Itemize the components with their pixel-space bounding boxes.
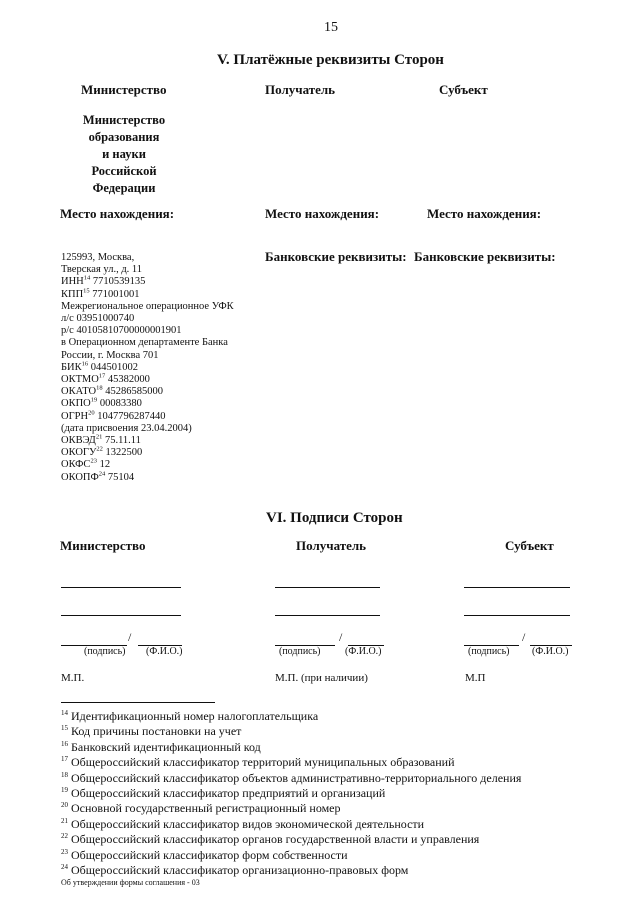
- page-number: 15: [324, 20, 338, 35]
- footnote: $^{16}$ Банковский идентификационный код: [61, 739, 261, 754]
- ministry-name-line: Федерации: [92, 181, 156, 195]
- requisite-line: л/с 03951000740: [61, 313, 135, 325]
- fio-label: (Ф.И.О.): [345, 646, 382, 657]
- slash-separator: /: [128, 630, 132, 644]
- footnote: $^{17}$ Общероссийский классификатор территорий муниципальных образований: [61, 755, 455, 770]
- signature-line: [464, 587, 570, 588]
- requisite-line: ОКАТО$^{18}$ 45286585000: [61, 384, 163, 398]
- requisite-line: ОКФС$^{23}$ 12: [61, 457, 111, 471]
- requisite-line: КПП$^{15}$ 771001001: [61, 287, 140, 300]
- ministry-name-line: и науки: [102, 147, 146, 161]
- requisite-line: ОКПО$^{19}$ 00083380: [61, 396, 142, 410]
- stamp-place-subject: М.П: [465, 672, 486, 684]
- signature-header-recipient: Получатель: [296, 538, 367, 553]
- ministry-location-label: Место нахождения:: [60, 206, 175, 221]
- footer-note: Об утверждении формы соглашения - 03: [61, 878, 200, 887]
- requisite-line: ИНН$^{14}$ 7710539135: [61, 274, 146, 288]
- requisite-line: (дата присвоения 23.04.2004): [61, 422, 192, 434]
- footnote: $^{21}$ Общероссийский классификатор видов экономической деятельности: [61, 816, 425, 831]
- recipient-location-label: Место нахождения:: [265, 206, 380, 221]
- slash-separator: /: [522, 630, 526, 644]
- ministry-full-name: [60, 112, 188, 197]
- requisite-line: р/с 40105810700000001901: [61, 325, 182, 337]
- sign-label: (подпись): [279, 646, 321, 657]
- signature-line: [275, 615, 380, 616]
- footnote: $^{20}$ Основной государственный регистрационный номер: [61, 801, 341, 816]
- ministry-name-line: Министерство: [82, 113, 166, 127]
- ministry-requisites: [61, 252, 234, 484]
- section-6-title: VI. Подписи Сторон: [266, 510, 403, 526]
- signature-line: [61, 615, 181, 616]
- requisite-line: Межрегиональное операционное УФК: [61, 300, 234, 312]
- footnote: $^{14}$ Идентификационный номер налогоплательщика: [61, 709, 319, 723]
- subject-location-label: Место нахождения:: [427, 206, 542, 221]
- column-header-ministry: Министерство: [81, 82, 167, 97]
- footnote: $^{19}$ Общероссийский классификатор предприятий и организаций: [61, 786, 386, 801]
- signature-header-subject: Субъект: [505, 538, 554, 553]
- requisite-line: 125993, Москва,: [61, 252, 135, 263]
- column-header-recipient: Получатель: [265, 82, 336, 97]
- signature-header-ministry: Министерство: [60, 538, 146, 553]
- fio-label: (Ф.И.О.): [532, 646, 569, 657]
- stamp-place-recipient: М.П. (при наличии): [275, 672, 368, 684]
- requisite-line: России, г. Москва 701: [61, 349, 159, 361]
- footnote: $^{18}$ Общероссийский классификатор объектов административно-территориального деления: [61, 770, 522, 785]
- requisite-line: ОКОПФ$^{24}$ 75104: [61, 470, 135, 483]
- requisite-line: Тверская ул., д. 11: [61, 264, 143, 276]
- signature-line: [61, 587, 181, 588]
- footnote: $^{23}$ Общероссийский классификатор форм собственности: [61, 847, 348, 862]
- ministry-name-line: образования: [88, 130, 160, 144]
- section-5-title: V. Платёжные реквизиты Сторон: [217, 52, 444, 68]
- stamp-place-ministry: М.П.: [61, 672, 85, 684]
- fio-label: (Ф.И.О.): [146, 646, 183, 657]
- sign-label: (подпись): [468, 646, 510, 657]
- column-header-subject: Субъект: [439, 82, 488, 97]
- signature-line: [464, 615, 570, 616]
- sign-label: (подпись): [84, 646, 126, 657]
- slash-separator: /: [339, 630, 343, 644]
- requisite-line: в Операционном департаменте Банка: [61, 337, 228, 349]
- ministry-name-line: Российской: [91, 164, 157, 178]
- footnote: $^{22}$ Общероссийский классификатор органов государственной власти и управления: [61, 832, 480, 847]
- footnotes: [61, 709, 521, 878]
- requisite-line: ОКВЭД$^{21}$ 75.11.11: [61, 433, 141, 447]
- requisite-line: ОКОГУ$^{22}$ 1322500: [61, 445, 143, 459]
- recipient-bank-details-label: Банковские реквизиты:: [265, 249, 407, 264]
- subject-bank-details-label: Банковские реквизиты:: [414, 249, 556, 264]
- requisite-line: БИК$^{16}$ 044501002: [61, 360, 138, 373]
- footnote: $^{15}$ Код причины постановки на учет: [61, 724, 242, 739]
- signature-line: [275, 587, 380, 588]
- footnote-separator: [61, 702, 215, 703]
- footnote: $^{24}$ Общероссийский классификатор организационно-правовых форм: [61, 863, 409, 878]
- requisite-line: ОКТМО$^{17}$ 45382000: [61, 372, 150, 386]
- requisite-line: ОГРН$^{20}$ 1047796287440: [61, 409, 166, 422]
